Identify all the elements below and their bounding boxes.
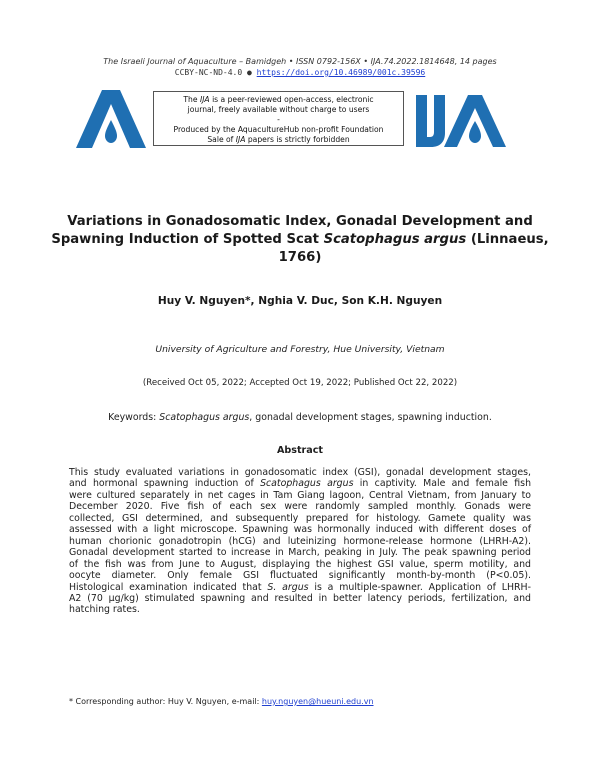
abstract-line: This study evaluated variations in gonadosomatic index (GSI), gonadal development stages, — [69, 467, 531, 478]
paper-title: Variations in Gonadosomatic Index, Gonadal Development and Spawning Induction of Spotted Scat Scatophagus argus (Linnaeus, 1766) — [51, 214, 549, 265]
journal-info-box — [153, 91, 404, 146]
journal-logo-right-icon — [416, 95, 512, 147]
abstract-line: A2 (70 µg/kg) stimulated spawning and resulted in better latency periods, fertilization, and — [69, 592, 531, 604]
license-doi-line — [0, 68, 600, 77]
abstract-line: collected, GSI determined, and subsequently prepared for histology. Gamete quality was — [69, 512, 531, 524]
abstract-line: were cultured separately in net cages in Tam Giang lagoon, Central Vietnam, from January to — [69, 489, 531, 501]
info-line-3: - — [277, 115, 280, 124]
info-line-4: Produced by the AquacultureHub non-profit Foundation — [173, 125, 384, 134]
abstract-line: Histological examination indicated that S. argus is a multiple-spawner. Application of LHRH- — [69, 581, 531, 593]
corresponding-author-footnote: * Corresponding author: Huy V. Nguyen, e-mail: huy.nguyen@hueuni.edu.vn — [69, 697, 374, 706]
abstract-line: human chorionic gonadotropin (hCG) and luteinizing hormone-release hormone (LHRH-A2). — [69, 535, 531, 547]
info-line-1: The IJA is a peer-reviewed open-access, electronic — [183, 95, 374, 104]
author-list: Huy V. Nguyen*, Nghia V. Duc, Son K.H. Nguyen — [157, 295, 443, 307]
info-line-5: Sale of IJA papers is strictly forbidden — [207, 135, 350, 144]
abstract-line: of the fish was from June to August, displaying the highest GSI value, sperm motility, and — [69, 558, 531, 570]
doi-link[interactable]: https://doi.org/10.46989/001c.39596 — [256, 68, 426, 77]
keywords: Keywords: Scatophagus argus, gonadal development stages, spawning induction. — [108, 412, 492, 423]
title-species: Scatophagus argus — [323, 232, 467, 247]
abstract-heading: Abstract — [276, 445, 324, 456]
affiliation: University of Agriculture and Forestry, Hue University, Vietnam — [155, 344, 445, 355]
abstract-line: and hormonal spawning induction of Scatophagus argus in captivity. Male and female fish — [69, 478, 532, 490]
info-line-2: journal, freely available without charge to users — [187, 105, 370, 114]
abstract-line: hatching rates. — [69, 604, 140, 616]
abstract-body — [69, 467, 531, 616]
abstract-line: assessed with a light microscope. Spawning was hormonally induced with different doses of — [69, 524, 531, 536]
email-link[interactable]: huy.nguyen@hueuni.edu.vn — [261, 697, 374, 706]
abstract-line: Gonadal development started to increase in March, peaking in July. The peak spawning period — [69, 547, 531, 559]
journal-logo-left-icon — [76, 90, 146, 148]
bullet-separator: ● — [247, 68, 252, 77]
license-text: CCBY-NC-ND-4.0 — [174, 68, 243, 77]
abstract-line: December 2020. Five fish of each sex were randomly sampled monthly. Gonads were — [69, 501, 531, 513]
publication-dates: (Received Oct 05, 2022; Accepted Oct 19, 2022; Published Oct 22, 2022) — [142, 378, 458, 388]
abstract-line: oocyte diameter. Only female GSI fluctuated significantly month-by-month (P<0.05). — [69, 570, 531, 582]
journal-citation-line: The Israeli Journal of Aquaculture – Bamidgeh • ISSN 0792-156X • IJA.74.2022.1814648, 14 pages — [103, 57, 497, 66]
